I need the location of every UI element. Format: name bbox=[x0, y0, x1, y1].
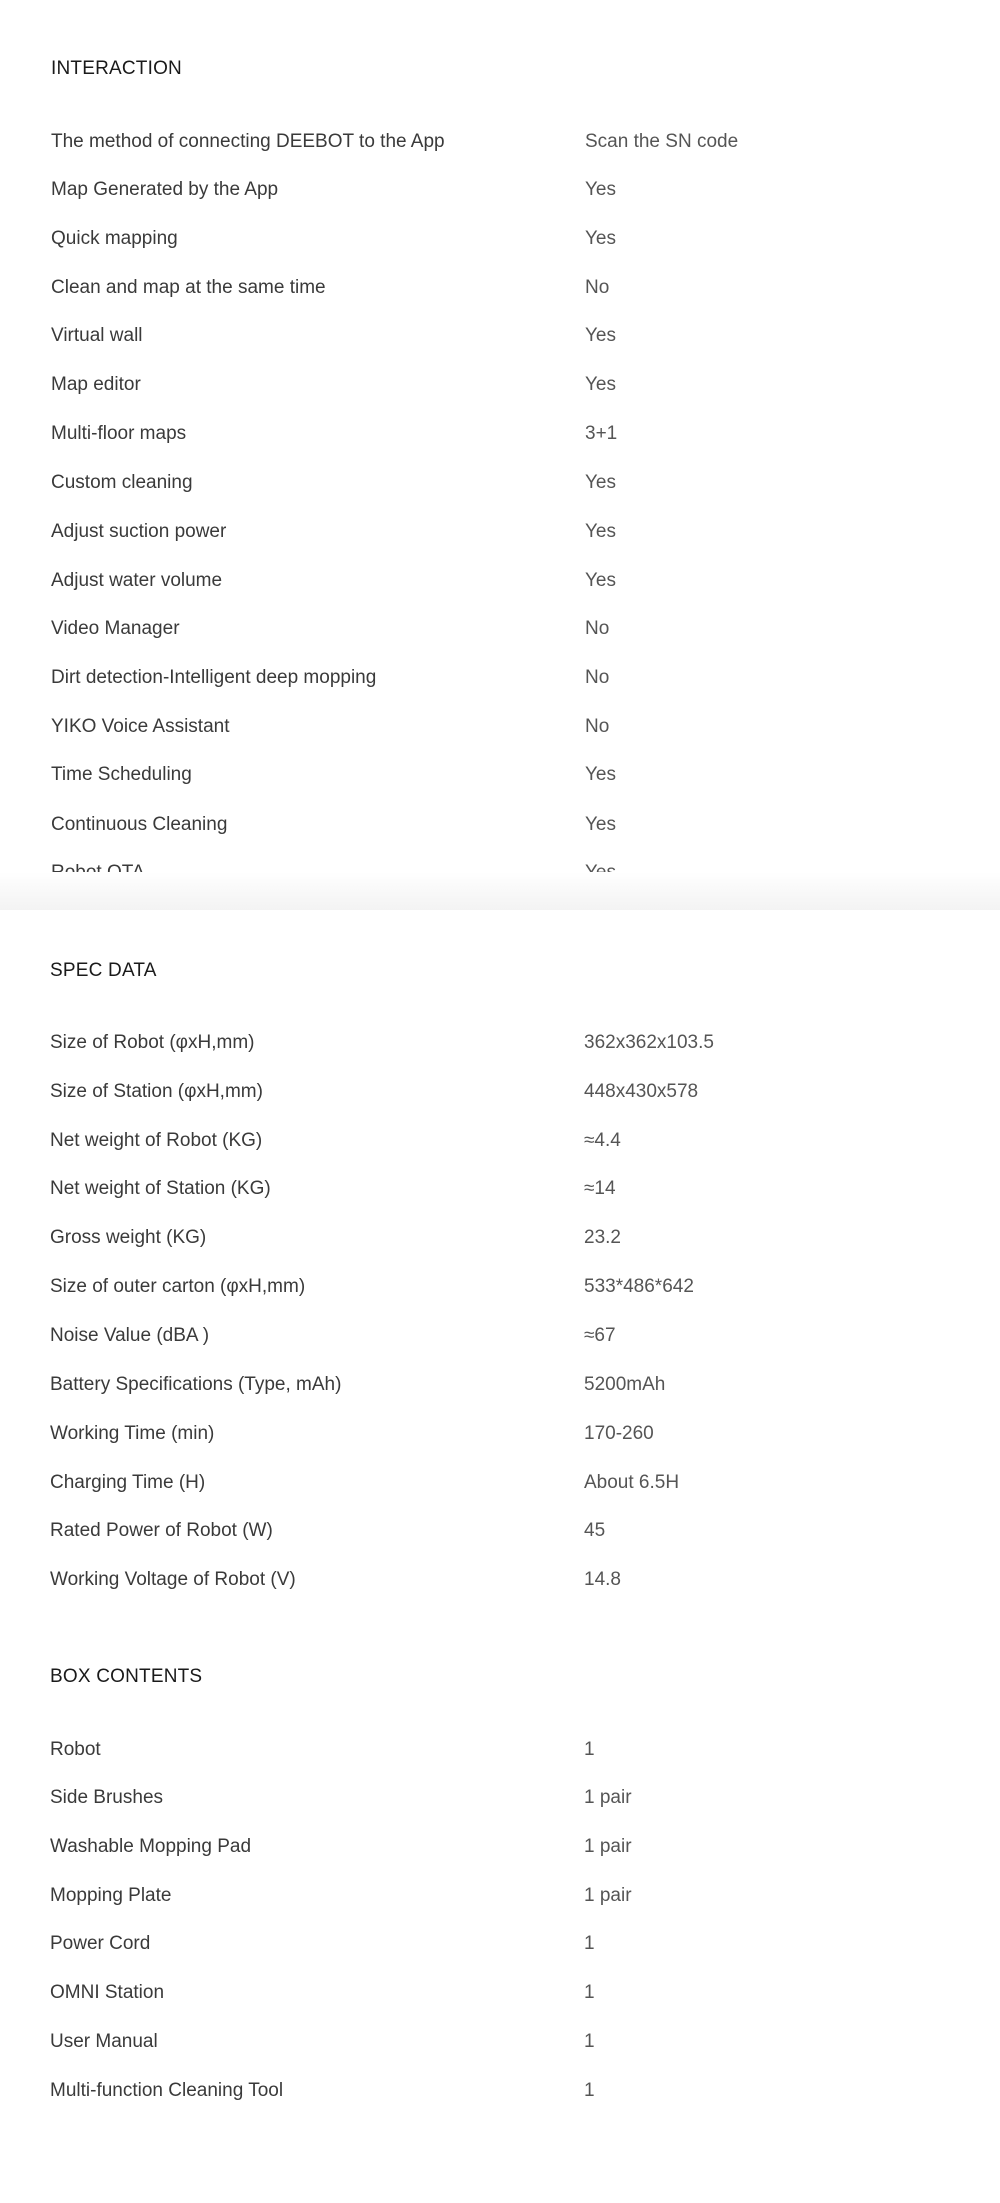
spec-row bbox=[51, 712, 951, 742]
spec-data-section bbox=[0, 910, 1000, 2203]
spec-row bbox=[51, 810, 951, 840]
spec-row bbox=[51, 273, 951, 303]
spec-value: ≈14 bbox=[584, 1178, 616, 1199]
spec-row bbox=[51, 566, 951, 596]
spec-label: The method of connecting DEEBOT to the App bbox=[51, 131, 445, 152]
spec-label: YIKO Voice Assistant bbox=[51, 716, 230, 737]
spec-row bbox=[51, 321, 951, 351]
spec-value: 362x362x103.5 bbox=[584, 1032, 714, 1053]
spec-value: ≈67 bbox=[584, 1325, 616, 1346]
spec-value: ≈4.4 bbox=[584, 1130, 621, 1151]
spec-label: Power Cord bbox=[50, 1933, 151, 1954]
spec-value: Scan the SN code bbox=[585, 131, 739, 152]
spec-label: Quick mapping bbox=[51, 228, 178, 249]
spec-row bbox=[51, 517, 951, 547]
interaction-title: INTERACTION bbox=[51, 58, 182, 79]
spec-value: 5200mAh bbox=[584, 1374, 666, 1395]
spec-value: Yes bbox=[585, 325, 616, 346]
spec-value: 14.8 bbox=[584, 1569, 621, 1590]
spec-value: Yes bbox=[585, 814, 616, 835]
spec-label: Map Generated by the App bbox=[51, 179, 279, 200]
spec-value: No bbox=[585, 667, 610, 688]
spec-label: Rated Power of Robot (W) bbox=[50, 1520, 273, 1541]
spec-value: 170-260 bbox=[584, 1423, 654, 1444]
spec-label: Map editor bbox=[51, 374, 141, 395]
spec-row bbox=[51, 175, 951, 205]
spec-label: User Manual bbox=[50, 2031, 158, 2052]
spec-value: No bbox=[585, 277, 610, 298]
spec-row bbox=[51, 614, 951, 644]
spec-row bbox=[50, 1028, 950, 1058]
spec-value: 1 bbox=[584, 1739, 595, 1760]
spec-value: Yes bbox=[585, 179, 616, 200]
spec-row bbox=[51, 127, 951, 157]
spec-row bbox=[51, 468, 951, 498]
spec-value: 1 bbox=[584, 1933, 595, 1954]
spec-value: 1 bbox=[584, 2080, 595, 2101]
box-contents-title: BOX CONTENTS bbox=[50, 1666, 203, 1687]
spec-label: Working Voltage of Robot (V) bbox=[50, 1569, 296, 1590]
spec-value: 1 pair bbox=[584, 1836, 632, 1857]
spec-row bbox=[50, 1272, 950, 1302]
spec-value: 3+1 bbox=[585, 423, 618, 444]
spec-row bbox=[51, 663, 951, 693]
spec-row bbox=[50, 1832, 950, 1862]
spec-row bbox=[50, 1565, 950, 1595]
spec-value: 533*486*642 bbox=[584, 1276, 694, 1297]
spec-label: Multi-function Cleaning Tool bbox=[50, 2080, 284, 2101]
spec-label: Adjust water volume bbox=[51, 570, 223, 591]
spec-row bbox=[50, 1077, 950, 1107]
spec-row bbox=[51, 419, 951, 449]
spec-value: Yes bbox=[585, 764, 616, 785]
spec-value: 1 bbox=[584, 1982, 595, 2003]
spec-row bbox=[51, 370, 951, 400]
spec-label: OMNI Station bbox=[50, 1982, 165, 2003]
spec-value: Yes bbox=[585, 570, 616, 591]
spec-label: Robot bbox=[50, 1739, 101, 1760]
spec-value: No bbox=[585, 716, 610, 737]
spec-label: Dirt detection-Intelligent deep mopping bbox=[51, 667, 377, 688]
spec-label: Custom cleaning bbox=[51, 472, 193, 493]
spec-row bbox=[50, 1735, 950, 1765]
spec-label: Video Manager bbox=[51, 618, 180, 639]
spec-value: 1 pair bbox=[584, 1787, 632, 1808]
spec-value: 45 bbox=[584, 1520, 606, 1541]
spec-value: Yes bbox=[585, 228, 616, 249]
spec-value: Yes bbox=[585, 521, 616, 542]
spec-label: Virtual wall bbox=[51, 325, 143, 346]
spec-row bbox=[50, 1370, 950, 1400]
spec-label: Working Time (min) bbox=[50, 1423, 215, 1444]
spec-value: Yes bbox=[585, 472, 616, 493]
spec-row bbox=[50, 1468, 950, 1498]
spec-row bbox=[51, 224, 951, 254]
interaction-section bbox=[0, 0, 1000, 908]
spec-label: Clean and map at the same time bbox=[51, 277, 326, 298]
spec-label: Net weight of Robot (KG) bbox=[50, 1130, 263, 1151]
spec-value: 448x430x578 bbox=[584, 1081, 699, 1102]
spec-label: Side Brushes bbox=[50, 1787, 164, 1808]
spec-row bbox=[50, 1419, 950, 1449]
spec-row bbox=[50, 1929, 950, 1959]
spec-label: Time Scheduling bbox=[51, 764, 192, 785]
spec-value: No bbox=[585, 618, 610, 639]
spec-label: Gross weight (KG) bbox=[50, 1227, 207, 1248]
spec-label: Net weight of Station (KG) bbox=[50, 1178, 271, 1199]
spec-row bbox=[50, 2027, 950, 2057]
spec-row bbox=[50, 2076, 950, 2106]
spec-value: About 6.5H bbox=[584, 1472, 680, 1493]
spec-value: 1 bbox=[584, 2031, 595, 2052]
spec-label: Continuous Cleaning bbox=[51, 814, 228, 835]
spec-label: Multi-floor maps bbox=[51, 423, 187, 444]
spec-row bbox=[51, 760, 951, 790]
spec-value: 1 pair bbox=[584, 1885, 632, 1906]
spec-label: Washable Mopping Pad bbox=[50, 1836, 252, 1857]
spec-label: Battery Specifications (Type, mAh) bbox=[50, 1374, 342, 1395]
spec-row bbox=[50, 1321, 950, 1351]
spec-label: Adjust suction power bbox=[51, 521, 227, 542]
spec-value: Yes bbox=[585, 374, 616, 395]
spec-label: Size of Robot (φxH,mm) bbox=[50, 1032, 255, 1053]
section-divider bbox=[0, 872, 1000, 910]
spec-label: Size of outer carton (φxH,mm) bbox=[50, 1276, 306, 1297]
spec-data-title: SPEC DATA bbox=[50, 960, 157, 981]
spec-row bbox=[50, 1126, 950, 1156]
spec-row bbox=[50, 1978, 950, 2008]
spec-label: Mopping Plate bbox=[50, 1885, 172, 1906]
spec-row bbox=[50, 1881, 950, 1911]
spec-row bbox=[50, 1783, 950, 1813]
spec-value: 23.2 bbox=[584, 1227, 621, 1248]
spec-label: Noise Value (dBA ) bbox=[50, 1325, 210, 1346]
spec-row bbox=[50, 1174, 950, 1204]
spec-row bbox=[50, 1516, 950, 1546]
spec-label: Size of Station (φxH,mm) bbox=[50, 1081, 263, 1102]
spec-row bbox=[50, 1223, 950, 1253]
spec-label: Charging Time (H) bbox=[50, 1472, 206, 1493]
